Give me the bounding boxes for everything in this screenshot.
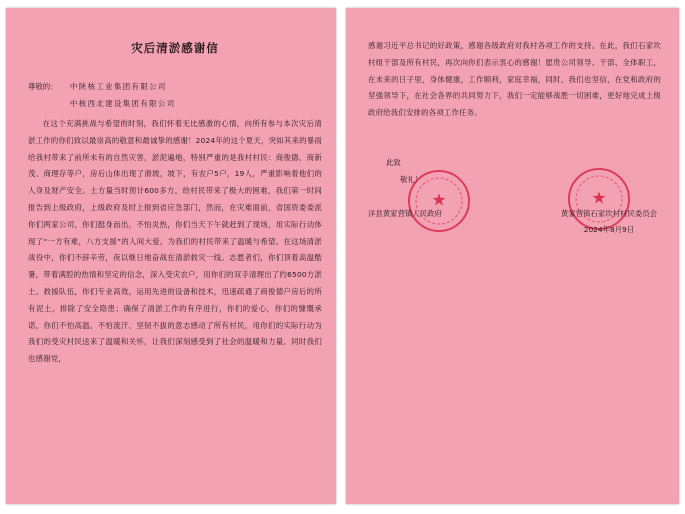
- recipient-line-1: [28, 78, 322, 95]
- recipient-name: 中陕核工业集团有限公司: [70, 82, 167, 91]
- signature-block: [368, 188, 661, 252]
- letter-page-right: [346, 8, 679, 504]
- recipient-name: 中核西北建设集团有限公司: [70, 99, 176, 108]
- greeting-label: 尊敬的：: [28, 82, 58, 91]
- letter-date: 2024年8月9日: [583, 224, 635, 234]
- letter-body-left: 在这个充满挑战与希望的时刻，我们怀着无比感激的心情，向所有参与本次灾后清淤工作的你们致以最崇高的敬意和最诚挚的感谢！2024年的这个夏天，突如其来的暴雨给我村带来了前所未有的自然灾害，淤泥遍地，特别严重的是我村村民：商俊德、商新茂、商理存等户，房后山体出现了滑坡，坡下，有农户5户，19人，严重影响着他们的人身及财产安全。土方量当时预计600多方，给村民带来了极大的困难，我们第一时间报告到上级政府，上级政府及时上报到省应急部门，然而，在灾难面前，省国资委委派你们两家公司，你们挺身而出，不怕炎热，你们当天下午就赶到了现场，用实际行动体现了“一方有难，八方支援”的人间大爱，为我们的村民带来了温暖与希望。在这场清淤战役中，你们不辞辛劳，夜以继日地奋战在清淤救灾一线。志愿者们，你们顶着高温酷暑，带着满腔的热情和坚定的信念，深入受灾农户，用你们的双手清理出了约6500方淤土。救援队伍，你们专业高效，运用先进的设备和技术，迅速疏通了商俊德户房后的所有泥土，排除了安全隐患；确保了清淤工作的有序进行，你们的爱心，你们的慷慨承诺，你们不怕高温、不怕流汗、坚韧不拔的意志感动了所有村民，用你们的实际行动为我们的受灾村民送来了温暖和关怀，让我们深刻感受到了社会的温暖和力量。同时我们也感谢党，: [28, 119, 322, 364]
- closing-cizhi: 此致: [386, 157, 401, 167]
- seal-star-icon: ★: [591, 188, 607, 209]
- signature-government: 洋县黄家营镇人民政府: [368, 208, 442, 218]
- signature-village-committee: [561, 208, 657, 235]
- recipient-line-2: [28, 95, 322, 112]
- government-seal-stamp: [408, 170, 470, 232]
- signature-committee-name: 黄家营镇石家坎村村民委员会: [560, 208, 657, 218]
- closing-jingli: 敬礼！: [400, 174, 423, 184]
- seal-star-icon: ★: [431, 190, 447, 211]
- letter-page-left: [6, 8, 336, 504]
- letter-title: 灾后清淤感谢信: [131, 41, 219, 55]
- letter-body-right: 感谢习近平总书记的好政策，感谢各级政府对我村各项工作的支持。在此，我们石家坎村组干部及所有村民，再次向你们表示衷心的感谢！愿贵公司领导、干部、全体职工，在未来的日子里，身体健康，工作顺利，家庭幸福，同时，我们也坚信，在党和政府的坚强领导下，在社会各界的共同努力下，我们一定能够战胜一切困难，更好地完成上级政府给我们安排的各项工作任务。: [368, 41, 661, 118]
